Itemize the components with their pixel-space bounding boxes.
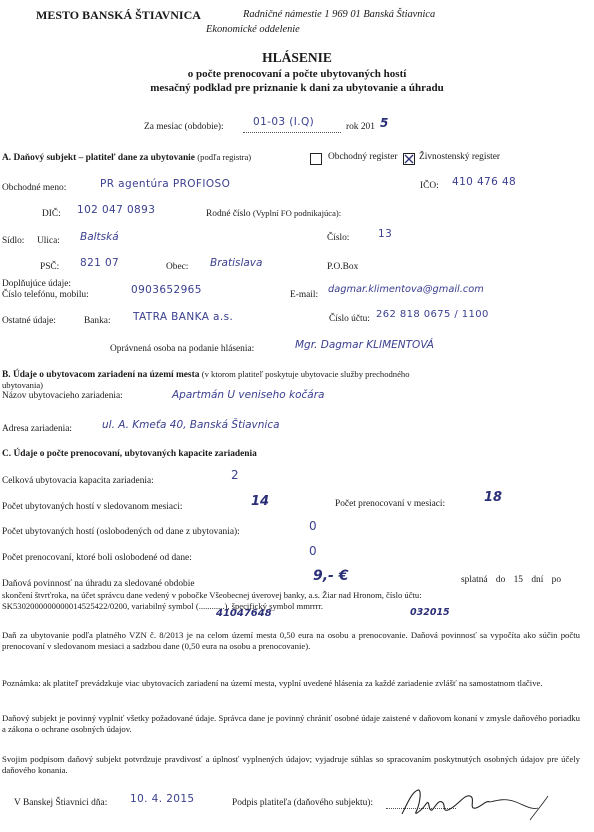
tax-amount[interactable]: 9,- € [313, 568, 349, 584]
ico-value[interactable]: 410 476 48 [452, 176, 517, 188]
birth-number-label: Rodné číslo (Vyplní FO podnikajúca): [206, 208, 342, 219]
variable-symbol-value[interactable]: 41047648 [216, 608, 272, 619]
section-c-heading: C. Údaje o počte prenocovaní, ubytovaných kapacite zariadenia [2, 449, 257, 459]
form-subtitle-2: mesačný podklad pre priznanie k dani za ubytovanie a úhradu [150, 82, 444, 94]
facility-address-value[interactable]: ul. A. Kmeťa 40, Banská Štiavnica [102, 419, 280, 431]
email-label: E-mail: [290, 290, 319, 300]
company-name-label: Obchodné meno: [2, 183, 67, 193]
authorized-value[interactable]: Mgr. Dagmar KLIMENTOVÁ [295, 339, 434, 351]
tax-line-3: SK5302000000000014525422/0200, variabilný symbol (............), špecifický symbol mmrrrr. [2, 601, 324, 611]
tax-line-1: Daňová povinnosť na úhradu za sledované obdobie [2, 579, 195, 589]
street-value[interactable]: Baltská [80, 231, 119, 243]
bank-label: Banka: [84, 316, 111, 326]
other-label: Ostatné údaje: [2, 316, 56, 326]
tax-due: splatná do 15 dní po [461, 575, 562, 585]
tax-line-2: skončení štvrťroka, na účet správcu dane vedený v pobočke Všeobecnej úverovej banky, a.s. Žiar nad Hronom, číslo účtu: [2, 590, 422, 600]
facility-name-value[interactable]: Apartmán U veniseho kočára [172, 389, 325, 401]
specific-symbol-value[interactable]: 032015 [410, 607, 450, 618]
psc-value[interactable]: 821 07 [80, 257, 120, 269]
exempt-guests-label: Počet ubytovaných hostí (oslobodených od dane z ubytovania): [2, 527, 240, 537]
period-field[interactable] [243, 116, 341, 133]
form-title: HLÁSENIE [262, 50, 332, 65]
dic-label: DIČ: [42, 209, 61, 219]
obligation-paragraph: Daňový subjekt je povinný vyplniť všetky požadované údaje. Správca dane je povinný chrániť osobné údaje zaistené v daňovom konaní v zmysle daňového poriadku a zákona o ochrane osobných údajov. [2, 713, 580, 734]
capacity-label: Celková ubytovacia kapacita zariadenia: [2, 476, 154, 486]
city-address: Radničné námestie 1 969 01 Banská Štiavnica [243, 9, 436, 20]
year-value: 5 [380, 116, 389, 130]
ico-label: IČO: [420, 181, 439, 191]
trade-register-checkbox[interactable] [401, 150, 415, 168]
note-paragraph: Poznámka: ak platiteľ prevádzkuje viac ubytovacích zariadení na území mesta, vyplní uvedené hlásenia za každé zariadenie zvlášť na samostatnom tlačive. [2, 678, 543, 688]
commercial-register-checkbox[interactable] [308, 150, 322, 168]
city-name: MESTO BANSKÁ ŠTIAVNICA [36, 8, 201, 22]
number-value[interactable]: 13 [378, 228, 393, 240]
year-label: rok 201 [346, 122, 375, 132]
nights-label: Počet prenocovaní v mesiaci: [335, 499, 446, 509]
authorized-label: Oprávnená osoba na podanie hlásenia: [110, 344, 255, 354]
phone-value[interactable]: 0903652965 [131, 284, 202, 296]
section-b-heading: B. Údaje o ubytovacom zariadení na území mesta (v ktorom platiteľ poskytuje ubytovacie služby prechodného [2, 369, 410, 380]
signature-label: Podpis platiteľa (daňového subjektu): [232, 798, 374, 808]
capacity-value[interactable]: 2 [231, 468, 240, 482]
tax-rule-paragraph: Daň za ubytovanie podľa platného VZN č. 8/2013 je na celom území mesta 0,50 eura na osobu a prenocovanie. Daňová povinnosť sa vypočíta ako súčin počtu prenocovaní v sledovanom mesiaci a sadzbou dane (0,50 eura na osobu a prenocovanie). [2, 630, 580, 651]
number-label: Číslo: [327, 233, 350, 243]
check-mark-icon [404, 154, 414, 164]
supplementary-label: Doplňujúce údaje: [2, 279, 71, 289]
signature-icon[interactable] [398, 780, 568, 828]
email-value[interactable]: dagmar.klimentova@gmail.com [328, 284, 484, 295]
exempt-nights-value[interactable]: 0 [309, 544, 318, 558]
date-value[interactable]: 10. 4. 2015 [130, 793, 195, 805]
account-label: Číslo účtu: [329, 314, 370, 324]
nights-value[interactable]: 18 [484, 490, 503, 505]
psc-label: PSČ: [40, 262, 60, 272]
pobox-label: P.O.Box [327, 262, 359, 272]
guests-value[interactable]: 14 [251, 494, 270, 509]
seat-label: Sídlo: [2, 236, 25, 246]
exempt-nights-label: Počet prenocovaní, ktoré boli oslobodené od dane: [2, 553, 192, 563]
facility-name-label: Názov ubytovacieho zariadenia: [2, 391, 123, 401]
municipality-value[interactable]: Bratislava [210, 257, 263, 269]
facility-address-label: Adresa zariadenia: [2, 424, 73, 434]
street-label: Ulica: [37, 236, 60, 246]
municipality-label: Obec: [166, 262, 189, 272]
company-name-value[interactable]: PR agentúra PROFIOSO [100, 178, 231, 190]
phone-label: Číslo telefónu, mobilu: [2, 290, 89, 300]
section-b-heading-note: ubytovania) [2, 380, 44, 390]
dic-value[interactable]: 102 047 0893 [77, 204, 156, 216]
period-value: 01-03 (I.Q) [253, 116, 315, 128]
account-value[interactable]: 262 818 0675 / 1100 [376, 309, 489, 320]
trade-register-label: Živnostenský register [419, 152, 500, 162]
exempt-guests-value[interactable]: 0 [309, 519, 318, 533]
period-label: Za mesiac (obdobie): [144, 122, 224, 132]
bank-value[interactable]: TATRA BANKA a.s. [133, 311, 234, 323]
commercial-register-label: Obchodný register [328, 152, 398, 162]
department: Ekonomické oddelenie [206, 24, 300, 35]
form-subtitle-1: o počte prenocovaní a počte ubytovaných hostí [187, 68, 407, 80]
place-date-label: V Banskej Štiavnici dňa: [14, 798, 108, 808]
guests-label: Počet ubytovaných hostí v sledovanom mesiaci: [2, 502, 183, 512]
section-a-heading: A. Daňový subjekt – platiteľ dane za ubytovanie (podľa registra) [2, 152, 252, 163]
consent-paragraph: Svojim podpisom daňový subjekt potvrdzuje pravdivosť a úplnosť vyplnených údajov; vyjadruje súhlas so spracovaním poskytnutých osobných údajov pre účely daňového konania. [2, 754, 580, 775]
